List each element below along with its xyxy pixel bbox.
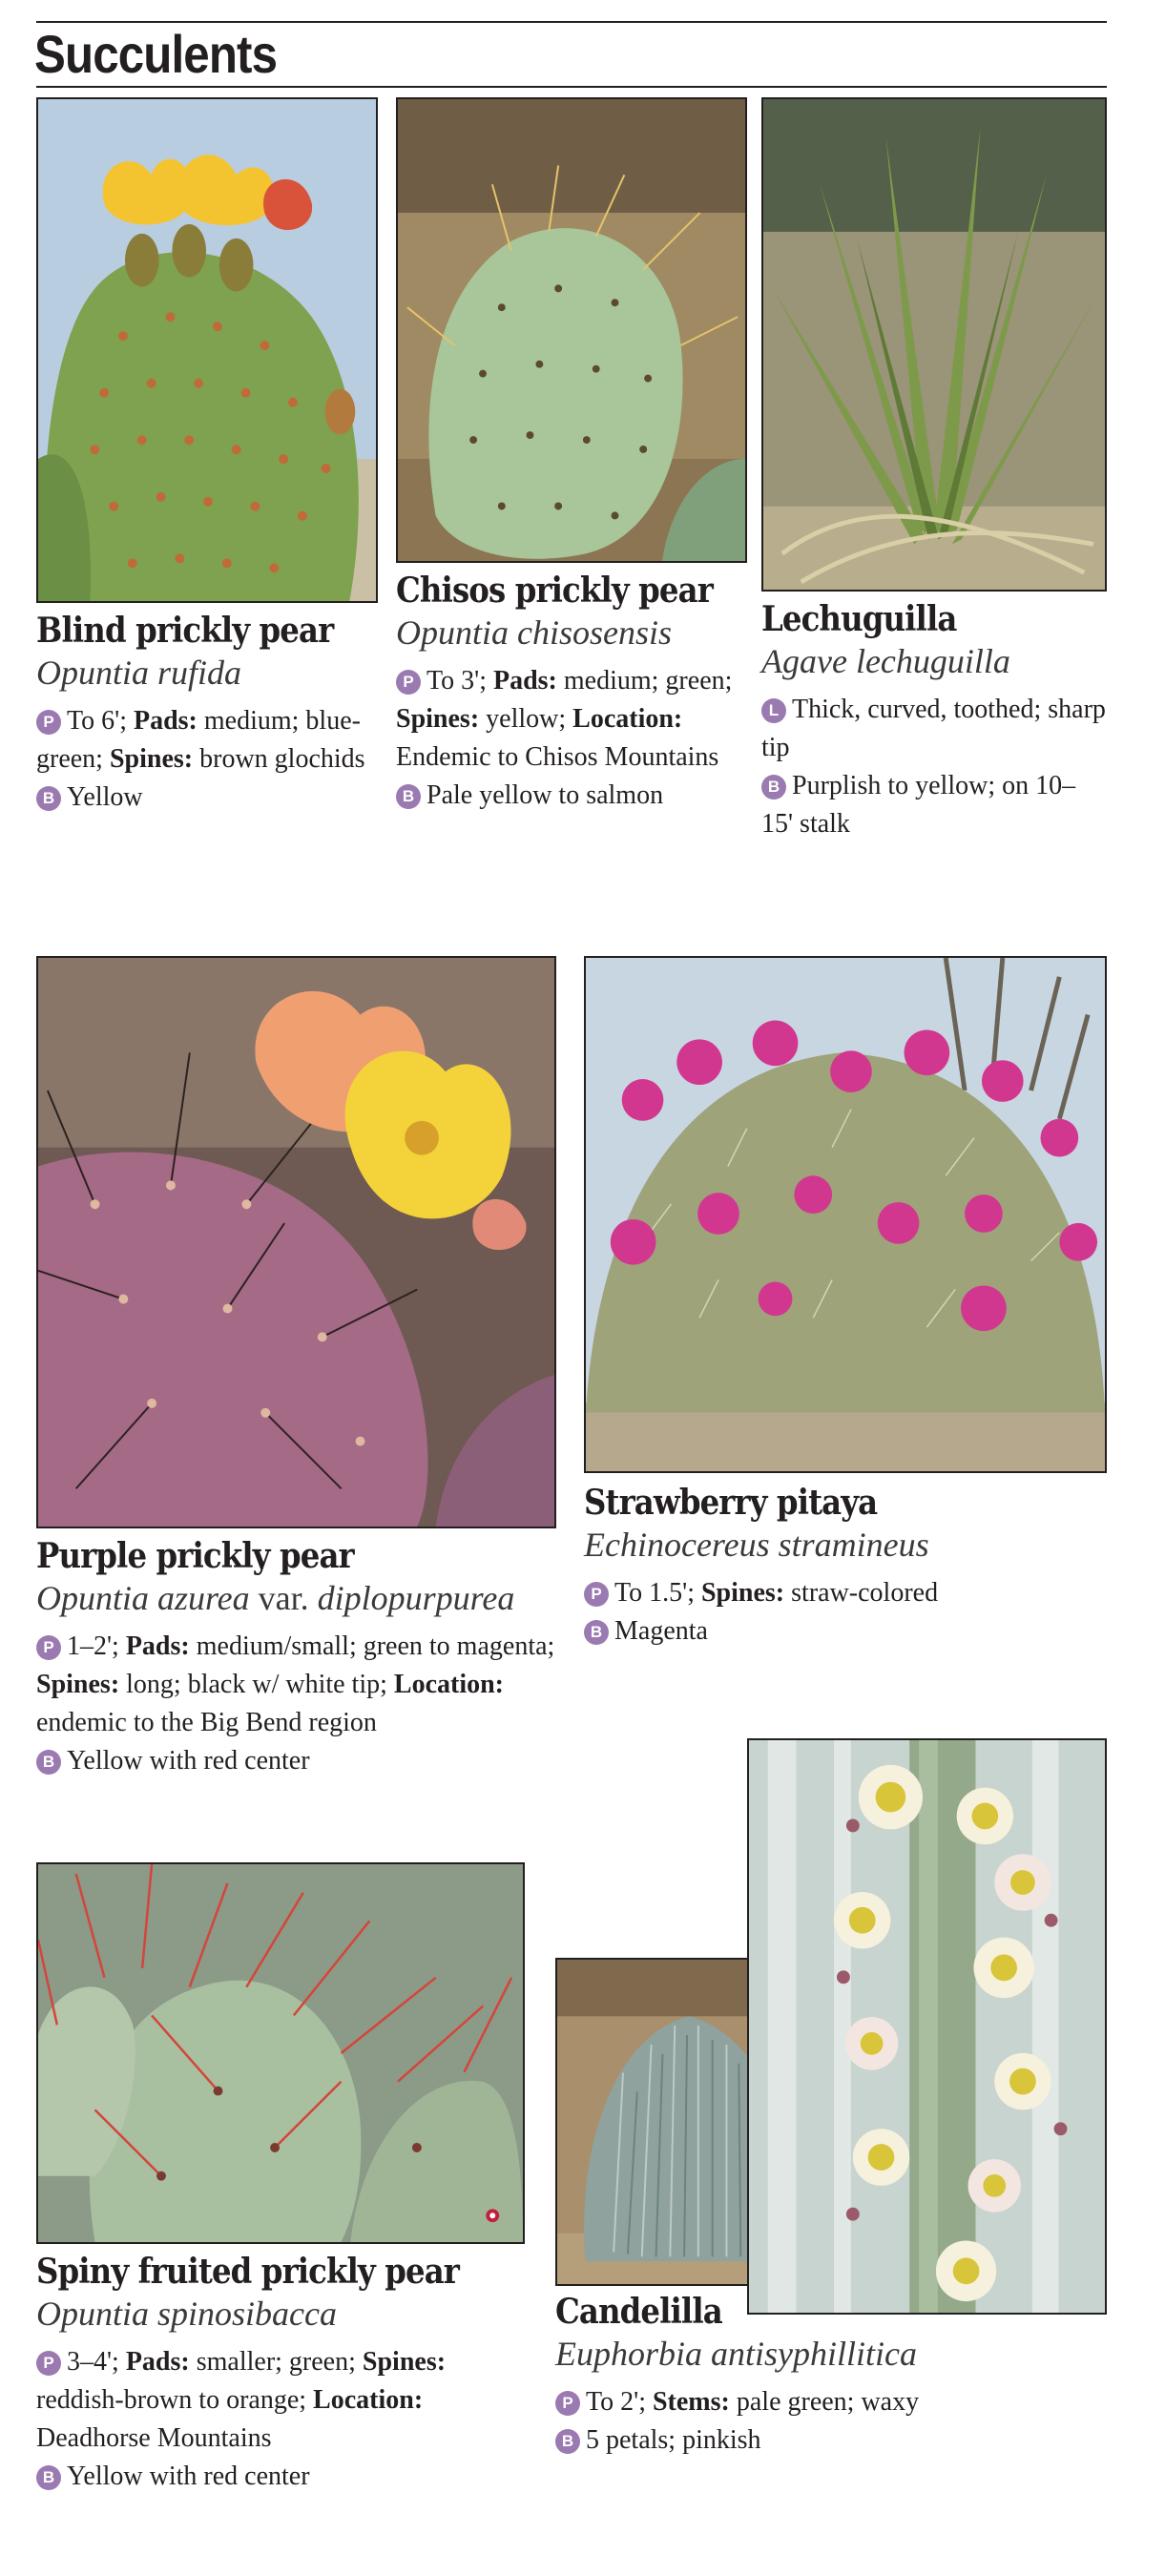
plant-icon: P: [555, 2391, 580, 2416]
entry-strawberry-pitaya: [584, 1481, 1107, 1651]
purple-prickly-pear-photo: [36, 956, 556, 1528]
scientific-name: Euphorbia antisyphillitica: [555, 2335, 917, 2373]
strawberry-pitaya-photo: [584, 956, 1107, 1473]
description: P To 6'; Pads: medium; blue-green; Spines: brown glochids B Yellow: [36, 706, 365, 812]
spiny-fruited-prickly-pear-photo: [36, 1862, 525, 2244]
bloom-icon: B: [761, 775, 786, 800]
common-name: Chisos prickly pear: [396, 571, 713, 611]
blind-prickly-pear-photo: [36, 97, 378, 603]
section-title: Succulents: [34, 24, 278, 84]
common-name: Candelilla: [555, 2292, 722, 2332]
common-name: Strawberry pitaya: [584, 1483, 878, 1523]
entry-lechuguilla: [761, 597, 1107, 843]
plant-icon: P: [36, 2351, 61, 2376]
plant-icon: P: [36, 710, 61, 735]
bloom-icon: B: [36, 2465, 61, 2490]
header-rule-bottom: [36, 86, 1107, 88]
description: P To 1.5'; Spines: straw-colored B Magenta: [584, 1574, 1107, 1651]
plant-icon: P: [584, 1582, 609, 1607]
description: L Thick, curved, toothed; sharp tip B Purplish to yellow; on 10–15' stalk: [761, 695, 1106, 839]
chisos-prickly-pear-photo: [396, 97, 747, 563]
common-name: Spiny fruited prickly pear: [36, 2252, 459, 2292]
entry-blind-prickly-pear: [36, 609, 382, 817]
scientific-name: Opuntia chisosensis: [396, 613, 673, 652]
bloom-icon: B: [396, 784, 421, 809]
leaf-icon: L: [761, 698, 786, 723]
common-name: Purple prickly pear: [36, 1536, 354, 1576]
scientific-name: Agave lechuguilla: [761, 642, 1010, 680]
lechuguilla-photo: [761, 97, 1107, 592]
description: P To 3'; Pads: medium; green; Spines: yellow; Location: Endemic to Chisos Mountains B Pale yellow to salmon: [396, 666, 733, 810]
bloom-icon: B: [36, 786, 61, 811]
bloom-icon: B: [36, 1750, 61, 1775]
scientific-name: Opuntia spinosibacca: [36, 2295, 337, 2333]
description: P To 2'; Stems: pale green; waxy B 5 petals; pinkish: [555, 2383, 1107, 2460]
entry-chisos-prickly-pear: [396, 569, 749, 815]
entry-candelilla: [555, 2290, 1107, 2460]
bloom-icon: B: [584, 1620, 609, 1645]
description: P 3–4'; Pads: smaller; green; Spines: reddish-brown to orange; Location: Deadhorse Mountains B Yellow with red center: [36, 2347, 447, 2491]
scientific-name: Opuntia azurea var. diplopurpurea: [36, 1579, 515, 1617]
bloom-icon: B: [555, 2429, 580, 2454]
plant-icon: P: [396, 670, 421, 695]
header-rule-top: [36, 21, 1107, 23]
candelilla-flower-photo: [747, 1738, 1107, 2315]
entry-purple-prickly-pear: [36, 1534, 556, 1780]
scientific-name: Echinocereus stramineus: [584, 1526, 929, 1564]
entry-spiny-fruited-prickly-pear: [36, 2250, 532, 2496]
scientific-name: Opuntia rufida: [36, 654, 242, 692]
common-name: Lechuguilla: [761, 599, 957, 639]
plant-icon: P: [36, 1635, 61, 1660]
description: P 1–2'; Pads: medium/small; green to magenta; Spines: long; black w/ white tip; Location: endemic to the Big Bend region B Yellow with red center: [36, 1631, 555, 1776]
common-name: Blind prickly pear: [36, 611, 334, 651]
